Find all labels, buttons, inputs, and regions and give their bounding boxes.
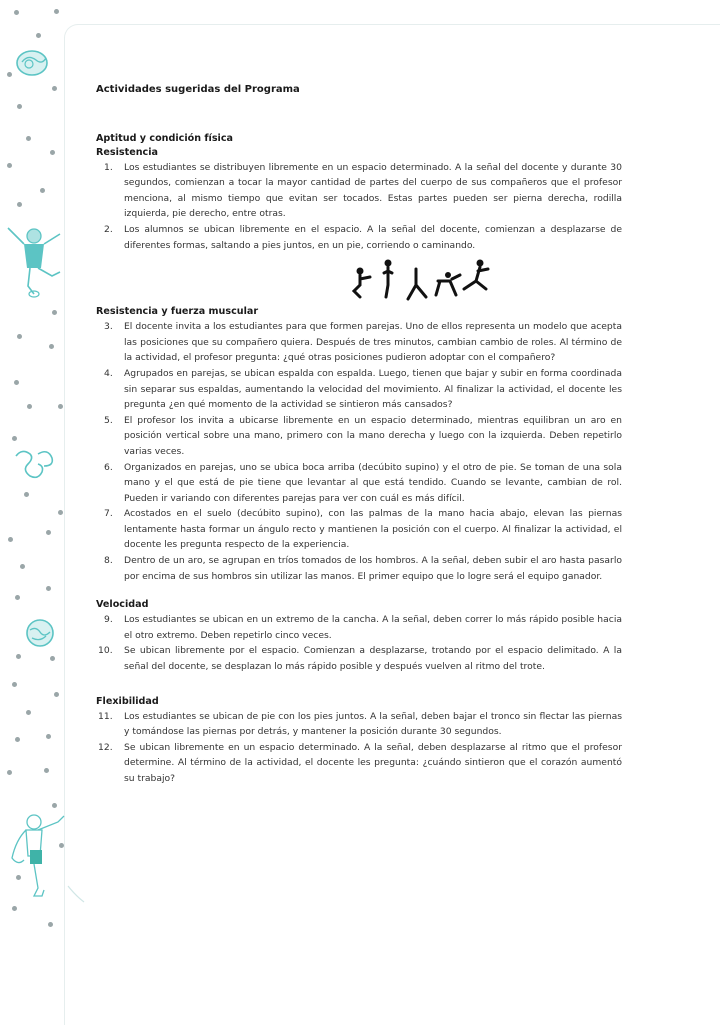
child-jumping-icon xyxy=(4,222,64,302)
activity-item: 4. Agrupados en parejas, se ubican espalda con espalda. Luego, tienen que bajar y subir en forma coordinada sin separar sus espaldas, aumentando la velocidad del movimiento. Al finalizar la actividad, el docente les pregunta ¿en qué momento de la actividad se sintieron más cansados? xyxy=(104,367,622,411)
activity-item: 3. El docente invita a los estudiantes para que formen parejas. Uno de ellos representa un modelo que acepta las posiciones que su compañero quiera. Después de tres minutos, cambian cambio de roles. Al término de la actividad, el profesor pregunta: ¿qué otras posiciones pudieron adoptar con el compañero? xyxy=(104,321,622,364)
activity-item: 2. Los alumnos se ubican libremente en el espacio. A la señal del docente, comienzan a desplazarse de diferentes formas, saltando a pies juntos, en un pie, corriendo o caminando. xyxy=(104,223,622,251)
activity-item: 6. Organizados en parejas, uno se ubica boca arriba (decúbito supino) y el otro de pie. Se toman de una sola mano y el que está de pie tiene que levantar al que está tendido. Cuando se levante, cambian de rol. Pueden ir variando con diferentes parejas para ver con cuál es más difícil. xyxy=(104,461,622,504)
ball-icon xyxy=(14,48,50,78)
exercise-figures-illustration xyxy=(96,257,622,299)
subsection-title-fuerza: Resistencia y fuerza muscular xyxy=(96,306,259,318)
activity-list-flexibilidad xyxy=(96,709,622,787)
activity-item: 1. Los estudiantes se distribuyen libremente en un espacio determinado. A la señal del docente y durante 30 segundos, comienzan a tocar la mayor cantidad de partes del cuerpo de sus compañeros que el profesor menciona, al mismo tiempo que evitan ser tocados. Estas partes pueden ser pierna derecha, rodilla izquierda, pie derecho, entre otras. xyxy=(104,161,622,220)
swirl-icon xyxy=(12,446,58,482)
subsection-title-resistencia: Resistencia xyxy=(96,146,158,158)
globe-ball-icon xyxy=(24,618,56,648)
activity-item: 7. Acostados en el suelo (decúbito supino), con las palmas de la mano hacia abajo, elevan las piernas lentamente hasta formar un ángulo recto y mantienen la posición con el cuerpo. Al finalizar la actividad, el docente les pregunta respecto de la experiencia. xyxy=(104,508,622,551)
section-title: Aptitud y condición física xyxy=(96,132,234,144)
activity-item: 11. Los estudiantes se ubican de pie con los pies juntos. A la señal, deben bajar el tronco sin flectar las piernas y tomándose las piernas por detrás, y mantener la posición durante 30 segundos. xyxy=(98,710,622,738)
activity-list-fuerza xyxy=(96,319,622,584)
child-running-icon xyxy=(4,810,88,910)
activity-item: 12. Se ubican libremente en un espacio determinado. A la señal, deben desplazarse al ritmo que el profesor determine. Al término de la actividad, el docente les pregunta: ¿cuándo sintieron que el corazón aumentó su trabajo? xyxy=(98,741,622,784)
document-title: Actividades sugeridas del Programa xyxy=(96,84,300,95)
activity-list-velocidad xyxy=(96,612,622,674)
document-body xyxy=(96,82,622,787)
subsection-title-flexibilidad: Flexibilidad xyxy=(96,695,159,707)
exercising-silhouettes-icon xyxy=(348,257,498,303)
activity-item: 5. El profesor los invita a ubicarse libremente en un espacio determinado, mientras equilibran un aro en posición vertical sobre una mano, primero con la mano derecha y luego con la izquierda. Deben repetirlo varias veces. xyxy=(104,414,622,457)
activity-item: 10. Se ubican libremente por el espacio. Comienzan a desplazarse, trotando por el espacio delimitado. A la señal del docente, se desplazan lo más rápido posible y después vuelven al ritmo del trote. xyxy=(98,645,622,673)
activity-item: 8. Dentro de un aro, se agrupan en tríos tomados de los hombros. A la señal, deben subir el aro hasta pasarlo por encima de sus hombros sin utilizar las manos. El primer equipo que lo logre será el equipo ganador. xyxy=(104,555,622,582)
activity-list-resistencia xyxy=(96,160,622,254)
activity-item: 9. Los estudiantes se ubican en un extremo de la cancha. A la señal, deben correr lo más rápido posible hacia el otro extremo. Deben repetirlo cinco veces. xyxy=(104,614,622,641)
subsection-title-velocidad: Velocidad xyxy=(96,599,149,611)
